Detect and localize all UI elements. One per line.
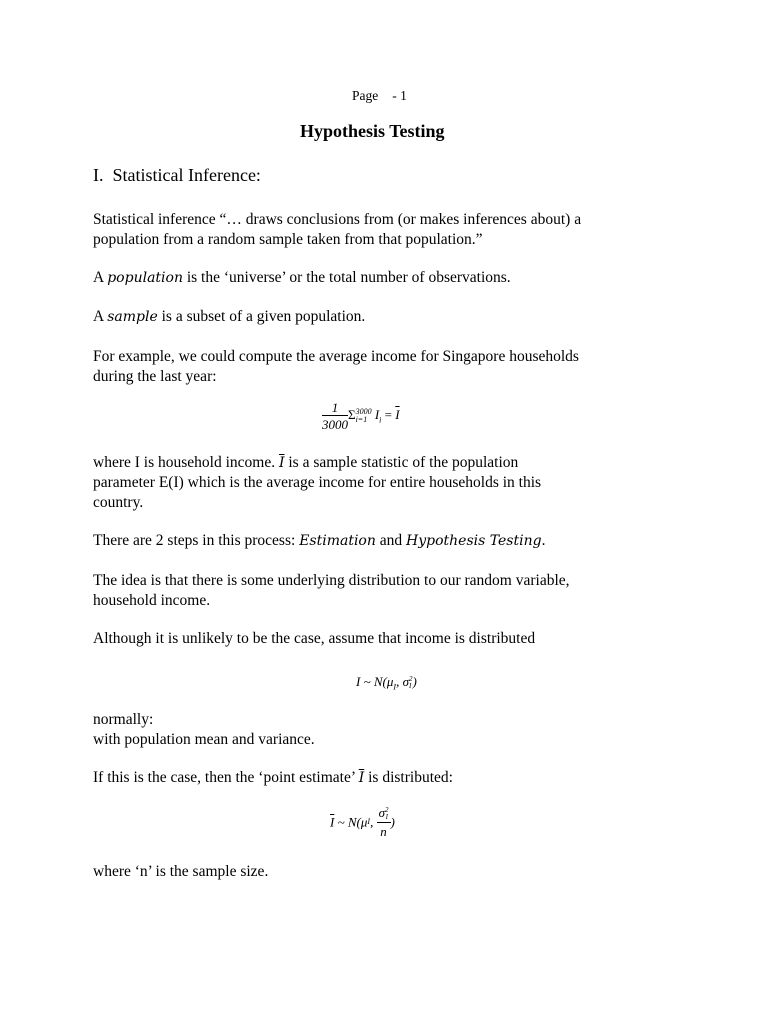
where-line-3: country.: [93, 494, 144, 511]
definition-line-2: population from a random sample taken from that population.”: [93, 231, 483, 248]
sigma-symbol: σ: [378, 805, 386, 820]
sum-term-subscript: i: [379, 415, 382, 425]
text-span: where I is household income.: [93, 454, 279, 471]
sample-mean-inline: $\overline{I}$: [278, 455, 285, 471]
fraction: [322, 401, 348, 431]
text-span: is the ‘universe’ or the total number of observations.: [182, 269, 511, 286]
separator: ,: [370, 814, 377, 830]
population-definition: [93, 268, 511, 288]
page-label: Page: [352, 88, 379, 103]
document-title: Hypothesis Testing: [300, 121, 445, 141]
close-paren: ): [412, 674, 417, 689]
where-line-2: parameter E(I) which is the average income for entire households in this: [93, 474, 542, 491]
mu-subscript: I: [367, 817, 371, 827]
example-line-2: during the last year:: [93, 368, 217, 385]
sum-term: I: [374, 406, 380, 422]
sum-limits: [356, 408, 372, 424]
sigma-subscript: I: [409, 682, 412, 691]
sample-mean-symbol: $\overline{I}$: [330, 814, 335, 830]
sum-lower: i=1: [355, 415, 368, 424]
text-span: There are 2 steps in this process:: [93, 532, 300, 549]
section-number: I.: [93, 165, 104, 185]
point-estimate-sentence: [93, 768, 453, 788]
fraction-numerator: 1: [322, 401, 348, 416]
text-span: is a subset of a given population.: [157, 308, 366, 325]
sigma-symbol: σ: [402, 674, 409, 689]
sigma-superscript: 2: [409, 675, 413, 684]
idea-line-2: household income.: [93, 592, 211, 609]
sum-symbol: Σ: [348, 406, 356, 422]
section-heading: [93, 165, 261, 186]
sum-upper: 3000: [355, 407, 372, 416]
steps-sentence: [93, 531, 545, 551]
sample-size-sentence: where ‘n’ is the sample size.: [93, 863, 269, 880]
assumption-sentence: Although it is unlikely to be the case, assume that income is distributed: [93, 630, 536, 647]
idea-line-1: The idea is that there is some underlying distribution to our random variable,: [93, 572, 570, 589]
normal-distribution-equation: [356, 675, 417, 692]
where-line-1: [93, 453, 518, 473]
sample-definition: [93, 307, 365, 327]
normally-line: normally:: [93, 711, 154, 728]
variance-fraction: [377, 806, 391, 838]
text-span: is distributed:: [364, 769, 453, 786]
population-mean-variance-line: with population mean and variance.: [93, 731, 315, 748]
text-span: If this is the case, then the ‘point estimate’: [93, 769, 359, 786]
text-span: A: [93, 269, 108, 286]
page-number: - 1: [392, 88, 407, 103]
sample-term: sample: [107, 309, 158, 325]
mean-formula-equation: [322, 401, 400, 431]
text-span: .: [541, 532, 546, 549]
close-paren: ): [390, 814, 395, 830]
text-span: and: [375, 532, 407, 549]
fraction-numerator: [377, 806, 391, 823]
equation-lhs: I ~ N(: [356, 674, 387, 689]
text-span: A: [93, 308, 108, 325]
section-title: Statistical Inference:: [112, 165, 261, 185]
separator: ,: [396, 674, 403, 689]
population-term: population: [107, 270, 183, 286]
sigma-indices: [385, 807, 389, 821]
equals-sign: =: [381, 406, 396, 422]
mu-symbol: μ: [386, 674, 394, 689]
example-line-1: For example, we could compute the average income for Singapore households: [93, 348, 579, 365]
hypothesis-testing-term: Hypothesis Testing: [406, 533, 542, 549]
fraction-denominator: 3000: [322, 417, 348, 432]
text-span: is a sample statistic of the population: [284, 454, 519, 471]
sigma-superscript: 2: [385, 806, 389, 815]
definition-line-1: Statistical inference “… draws conclusions from (or makes inferences about) a: [93, 211, 582, 228]
fraction-denominator: n: [380, 824, 387, 840]
mu-symbol: μ: [360, 814, 368, 830]
estimation-term: Estimation: [299, 533, 376, 549]
page-header: [352, 88, 407, 104]
sample-mean-symbol: $\overline{I}$: [395, 406, 400, 422]
equation-lhs: ~ N(: [334, 814, 361, 830]
mu-subscript: I: [393, 682, 397, 692]
sampling-distribution-equation: [330, 806, 395, 838]
sigma-subscript: I: [385, 813, 388, 822]
point-estimate-symbol: $\overline{I}$: [358, 770, 365, 786]
